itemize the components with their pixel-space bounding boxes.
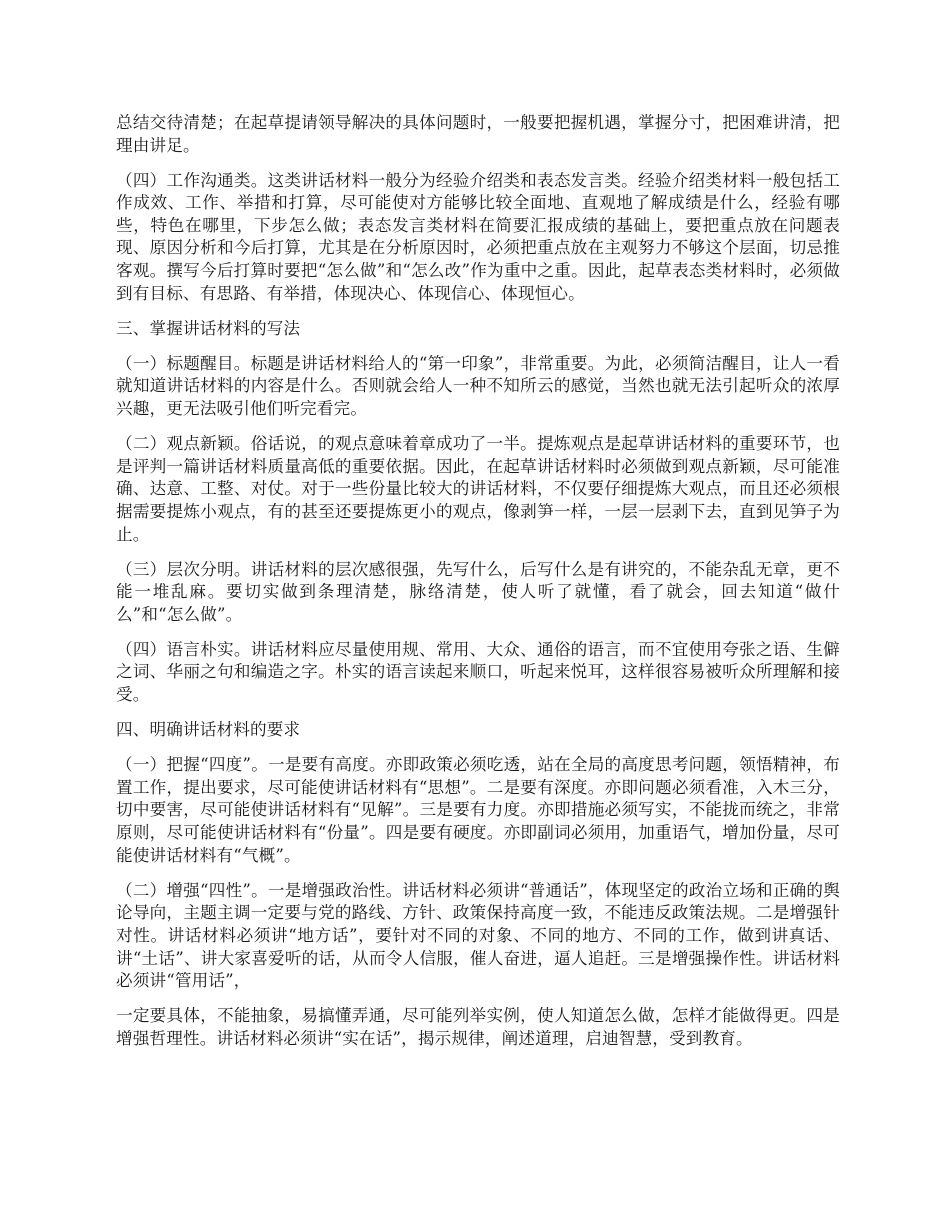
paragraph-four-natures: （二）增强“四性”。一是增强政治性。讲话材料必须讲“普通话”，体现坚定的政治立场和正确的舆论导向，主题主调一定要与党的路线、方针、政策保持高度一致，不能违反政策法规。二是增强针对性。讲话材料必须讲“地方话”，要针对不同的对象、不同的地方、不同的工作，做到讲真话、讲“土话”、讲大家喜爱听的话，从而令人信服，催人奋进，逼人追赶。三是增强操作性。讲话材料必须讲“管用话”， <box>116 880 840 991</box>
document-body <box>116 112 840 1063</box>
section-heading-writing-methods: 三、掌握讲话材料的写法 <box>116 318 301 338</box>
paragraph-four-degrees: （一）把握“四度”。一是要有高度。亦即政策必须吃透，站在全局的高度思考问题，领悟精神，布置工作，提出要求，尽可能使讲话材料有“思想”。二是要有深度。亦即问题必须看准，入木三分，切中要害，尽可能使讲话材料有“见解”。三是要有力度。亦即措施必须写实，不能拢而统之，非常原则，尽可能使讲话材料有“份量”。四是要有硬度。亦即副词必须用，加重语气，增加份量，尽可能使讲话材料有“气概”。 <box>116 755 840 865</box>
section-heading-requirements: 四、明确讲话材料的要求 <box>116 720 301 740</box>
paragraph-eye-catching-title: （一）标题醒目。标题是讲话材料给人的“第一印象”，非常重要。为此，必须简洁醒目，让人一看就知道讲话材料的内容是什么。否则就会给人一种不知所云的感觉，当然也就无法引起听众的浓厚兴趣，更无法吸引他们听完看完。 <box>116 353 840 419</box>
paragraph-clear-layers: （三）层次分明。讲话材料的层次感很强，先写什么，后写什么是有讲究的，不能杂乱无章，更不能一堆乱麻。要切实做到条理清楚，脉络清楚，使人听了就懂，看了就会，回去知道“做什么”和“怎么做”。 <box>116 559 840 624</box>
paragraph-novel-viewpoints: （二）观点新颖。俗话说，的观点意味着章成功了一半。提炼观点是起草讲话材料的重要环节，也是评判一篇讲话材料质量高低的重要依据。因此，在起草讲话材料时必须做到观点新颖，尽可能准确、达意、工整、对仗。对于一些份量比较大的讲话材料，不仅要仔细提炼大观点，而且还必须根据需要提炼小观点，有的甚至还要提炼更小的观点，像剥笋一样，一层一层剥下去，直到见笋子为止。 <box>116 434 840 544</box>
paragraph-work-communication: （四）工作沟通类。这类讲话材料一般分为经验介绍类和表态发言类。经验介绍类材料一般包括工作成效、工作、举措和打算，尽可能使对方能够比较全面地、直观地了解成绩是什么，经验有哪些，特色在哪里，下步怎么做；表态发言类材料在简要汇报成绩的基础上，要把重点放在问题表现、原因分析和今后打算，尤其是在分析原因时，必须把重点放在主观努力不够这个层面，切忌推客观。撰写今后打算时要把“怎么做”和“怎么改”作为重中之重。因此，起草表态类材料时，必须做到有目标、有思路、有举措，体现决心、体现信心、体现恒心。 <box>116 170 840 303</box>
paragraph-plain-language: （四）语言朴实。讲话材料应尽量使用规、常用、大众、通俗的语言，而不宜使用夸张之语、生僻之词、华丽之句和编造之字。朴实的语言读起来顺口，听起来悦耳，这样很容易被听众所理解和接受。 <box>116 639 840 705</box>
paragraph-continuation: 一定要具体，不能抽象，易搞懂弄通，尽可能列举实例，使人知道怎么做，怎样才能做得更。四是增强哲理性。讲话材料必须讲“实在话”，揭示规律，阐述道理，启迪智慧，受到教育。 <box>116 1006 840 1048</box>
paragraph-summary-conclusion: 总结交待清楚；在起草提请领导解决的具体问题时，一般要把握机遇，掌握分寸，把困难讲清，把理由讲足。 <box>116 113 840 155</box>
